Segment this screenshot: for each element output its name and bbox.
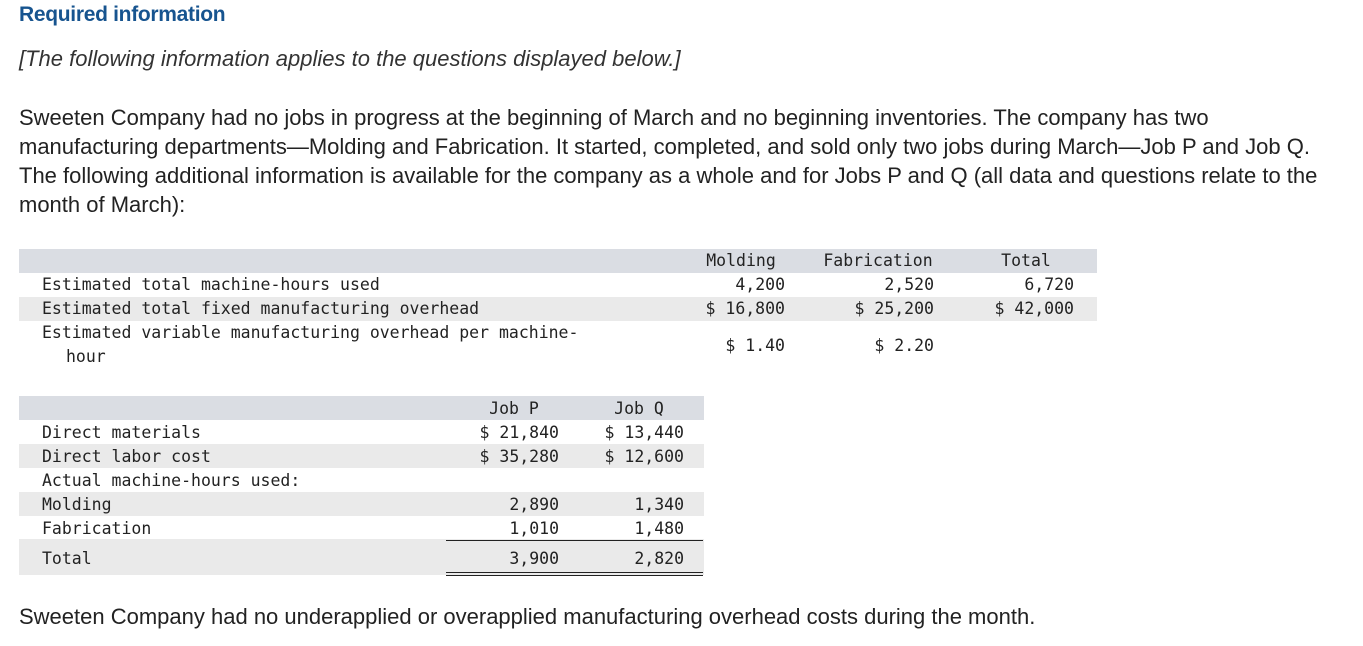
footer-note: Sweeten Company had no underapplied or overapplied manufacturing overhead costs during the month. [19, 604, 1036, 629]
row-label-actual-machine-hours: Actual machine-hours used: [42, 471, 301, 490]
molding-variable-rate: $ 1.40 [725, 336, 785, 355]
row-label-molding: Molding [42, 495, 112, 514]
job-q-direct-labor: $ 12,600 [604, 447, 684, 466]
job-q-fabrication-hours: 1,480 [634, 519, 684, 538]
total-double-rule-top [446, 572, 703, 573]
job-p-direct-materials: $ 21,840 [479, 423, 559, 442]
total-fixed-overhead: $ 42,000 [994, 299, 1074, 318]
total-double-rule-bottom [446, 575, 703, 576]
molding-fixed-overhead: $ 16,800 [705, 299, 785, 318]
fabrication-machine-hours: 2,520 [884, 275, 934, 294]
row-label-direct-labor: Direct labor cost [42, 447, 211, 466]
intro-paragraph: Sweeten Company had no jobs in progress at the beginning of March and no beginning inventories. The company has two manufacturing departments—Molding and Fabrication. It started, completed, and sold only two jobs during March—Job P and Job Q. The following additional information is available for the company as a whole and for Jobs P and Q (all data and questions relate to the month of March): [19, 105, 1318, 217]
job-q-total-hours: 2,820 [634, 549, 684, 568]
estimates-table [19, 249, 1097, 374]
row-label-total: Total [42, 549, 92, 568]
information-note: [The following information applies to the questions displayed below.] [19, 46, 681, 71]
row-label-direct-materials: Direct materials [42, 423, 201, 442]
row-label-variable-overhead: Estimated variable manufacturing overhead per machine- [42, 323, 579, 342]
row-label-machine-hours: Estimated total machine-hours used [42, 275, 380, 294]
job-q-molding-hours: 1,340 [634, 495, 684, 514]
job-p-molding-hours: 2,890 [509, 495, 559, 514]
fabrication-variable-rate: $ 2.20 [874, 336, 934, 355]
job-q-direct-materials: $ 13,440 [604, 423, 684, 442]
col-header-job-p: Job P [489, 399, 539, 418]
row-label-variable-overhead-cont: hour [66, 347, 106, 366]
job-p-fabrication-hours: 1,010 [509, 519, 559, 538]
row-label-fabrication: Fabrication [42, 519, 152, 538]
row-label-fixed-overhead: Estimated total fixed manufacturing overhead [42, 299, 480, 318]
required-information-title: Required information [19, 3, 226, 26]
col-header-molding: Molding [706, 251, 776, 270]
col-header-fabrication: Fabrication [823, 251, 933, 270]
subtotal-rule [446, 540, 703, 541]
job-p-total-hours: 3,900 [509, 549, 559, 568]
col-header-total: Total [1001, 251, 1051, 270]
molding-machine-hours: 4,200 [735, 275, 785, 294]
col-header-job-q: Job Q [614, 399, 664, 418]
total-machine-hours: 6,720 [1024, 275, 1074, 294]
fabrication-fixed-overhead: $ 25,200 [854, 299, 934, 318]
job-p-direct-labor: $ 35,280 [479, 447, 559, 466]
jobs-table [19, 396, 704, 578]
